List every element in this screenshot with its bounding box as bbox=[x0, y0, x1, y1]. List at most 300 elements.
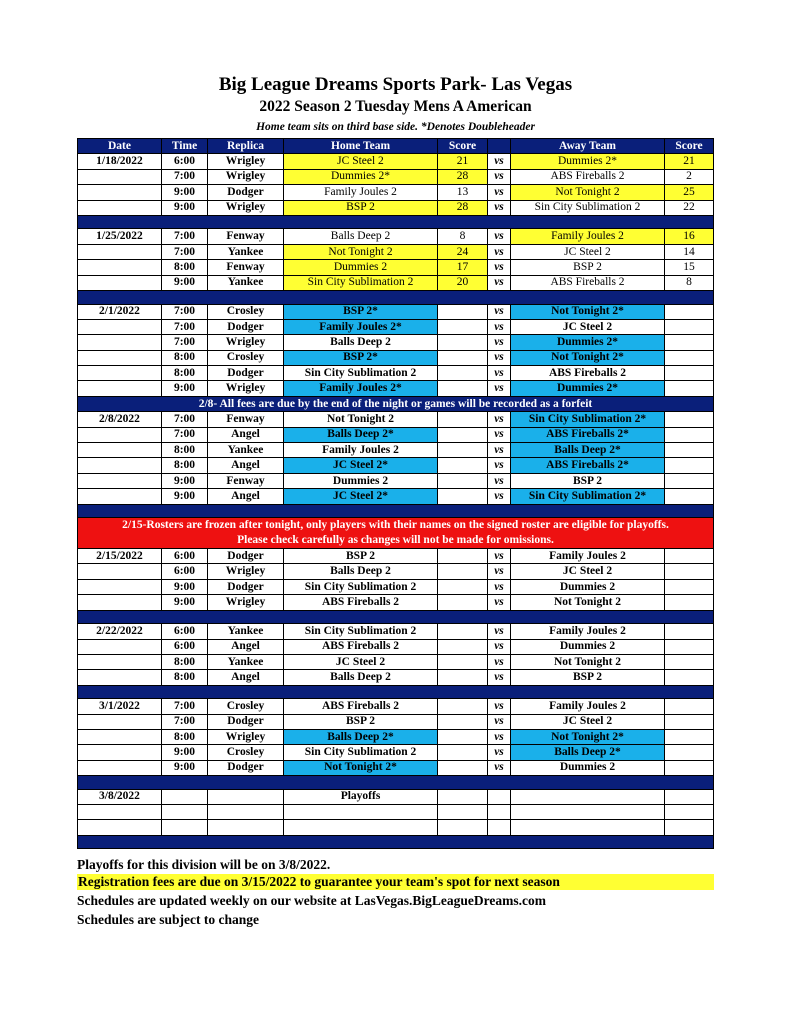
replica-cell: Yankee bbox=[208, 654, 284, 669]
replica-cell: Dodger bbox=[208, 319, 284, 334]
vs-cell: vs bbox=[488, 154, 511, 169]
column-header-replica: Replica bbox=[208, 139, 284, 154]
date-cell bbox=[78, 458, 162, 473]
date-cell: 2/8/2022 bbox=[78, 412, 162, 427]
time-cell: 9:00 bbox=[162, 473, 208, 488]
replica-cell bbox=[208, 805, 284, 820]
date-cell bbox=[78, 745, 162, 760]
date-cell bbox=[78, 473, 162, 488]
away-score-cell bbox=[665, 443, 714, 458]
date-cell bbox=[78, 443, 162, 458]
date-cell: 1/25/2022 bbox=[78, 229, 162, 244]
away-team-cell: Dummies 2 bbox=[511, 639, 665, 654]
date-cell bbox=[78, 654, 162, 669]
date-cell bbox=[78, 319, 162, 334]
home-team-cell: Family Joules 2* bbox=[284, 381, 438, 396]
time-cell: 9:00 bbox=[162, 579, 208, 594]
table-row bbox=[78, 624, 714, 639]
table-row bbox=[78, 412, 714, 427]
home-score-cell bbox=[438, 745, 488, 760]
home-team-cell: Sin City Sublimation 2 bbox=[284, 624, 438, 639]
table-row bbox=[78, 350, 714, 365]
vs-cell: vs bbox=[488, 335, 511, 350]
time-cell: 9:00 bbox=[162, 275, 208, 290]
replica-cell: Fenway bbox=[208, 229, 284, 244]
vs-cell: vs bbox=[488, 304, 511, 319]
away-team-cell: ABS Fireballs 2 bbox=[511, 366, 665, 381]
away-team-cell: Family Joules 2 bbox=[511, 549, 665, 564]
roster-notice-line-1: 2/15-Rosters are frozen after tonight, only players with their names on the signed roster are eligible for playoffs. bbox=[122, 519, 669, 532]
away-team-cell: Family Joules 2 bbox=[511, 229, 665, 244]
footer-registration-note: Registration fees are due on 3/15/2022 to guarantee your team's spot for next season bbox=[77, 874, 714, 890]
empty-row bbox=[78, 820, 714, 835]
date-cell bbox=[78, 244, 162, 259]
home-score-cell bbox=[438, 595, 488, 610]
away-team-cell bbox=[511, 789, 665, 804]
home-team-cell: BSP 2 bbox=[284, 549, 438, 564]
table-row bbox=[78, 169, 714, 184]
replica-cell: Angel bbox=[208, 639, 284, 654]
away-score-cell bbox=[665, 805, 714, 820]
away-score-cell bbox=[665, 427, 714, 442]
column-header-home-team: Home Team bbox=[284, 139, 438, 154]
separator-row bbox=[78, 610, 714, 624]
time-cell: 7:00 bbox=[162, 427, 208, 442]
column-header-home-score: Score bbox=[438, 139, 488, 154]
date-cell bbox=[78, 820, 162, 835]
away-team-cell: JC Steel 2 bbox=[511, 244, 665, 259]
time-cell: 6:00 bbox=[162, 564, 208, 579]
column-header-away-score: Score bbox=[665, 139, 714, 154]
date-cell: 1/18/2022 bbox=[78, 154, 162, 169]
column-header-date: Date bbox=[78, 139, 162, 154]
home-score-cell bbox=[438, 670, 488, 685]
time-cell: 9:00 bbox=[162, 760, 208, 775]
home-score-cell bbox=[438, 335, 488, 350]
date-cell: 2/1/2022 bbox=[78, 304, 162, 319]
time-cell: 7:00 bbox=[162, 169, 208, 184]
vs-cell: vs bbox=[488, 366, 511, 381]
vs-cell: vs bbox=[488, 458, 511, 473]
date-cell bbox=[78, 185, 162, 200]
table-row bbox=[78, 443, 714, 458]
away-team-cell: ABS Fireballs 2 bbox=[511, 169, 665, 184]
replica-cell: Crosley bbox=[208, 745, 284, 760]
vs-cell bbox=[488, 820, 511, 835]
home-score-cell: 28 bbox=[438, 169, 488, 184]
table-row bbox=[78, 699, 714, 714]
time-cell: 6:00 bbox=[162, 154, 208, 169]
away-score-cell bbox=[665, 730, 714, 745]
away-score-cell bbox=[665, 699, 714, 714]
home-team-cell: ABS Fireballs 2 bbox=[284, 595, 438, 610]
home-score-cell bbox=[438, 366, 488, 381]
away-score-cell bbox=[665, 458, 714, 473]
playoffs-label: Playoffs bbox=[284, 789, 438, 804]
home-score-cell bbox=[438, 820, 488, 835]
time-cell: 9:00 bbox=[162, 745, 208, 760]
table-row bbox=[78, 458, 714, 473]
vs-cell: vs bbox=[488, 169, 511, 184]
vs-cell: vs bbox=[488, 639, 511, 654]
separator-cell bbox=[78, 215, 714, 229]
away-score-cell: 15 bbox=[665, 260, 714, 275]
home-score-cell: 8 bbox=[438, 229, 488, 244]
table-row bbox=[78, 185, 714, 200]
replica-cell: Wrigley bbox=[208, 595, 284, 610]
column-header-away-team: Away Team bbox=[511, 139, 665, 154]
table-row bbox=[78, 489, 714, 504]
home-team-cell: JC Steel 2 bbox=[284, 654, 438, 669]
vs-cell: vs bbox=[488, 549, 511, 564]
vs-cell: vs bbox=[488, 595, 511, 610]
vs-cell: vs bbox=[488, 229, 511, 244]
replica-cell: Wrigley bbox=[208, 564, 284, 579]
time-cell: 8:00 bbox=[162, 654, 208, 669]
time-cell: 8:00 bbox=[162, 670, 208, 685]
separator-cell bbox=[78, 835, 714, 849]
table-row bbox=[78, 714, 714, 729]
away-team-cell: BSP 2 bbox=[511, 670, 665, 685]
home-score-cell bbox=[438, 730, 488, 745]
date-cell bbox=[78, 595, 162, 610]
vs-cell: vs bbox=[488, 412, 511, 427]
date-cell bbox=[78, 564, 162, 579]
replica-cell: Yankee bbox=[208, 624, 284, 639]
home-score-cell bbox=[438, 473, 488, 488]
home-score-cell bbox=[438, 319, 488, 334]
home-team-cell: Balls Deep 2* bbox=[284, 730, 438, 745]
home-score-cell: 13 bbox=[438, 185, 488, 200]
vs-cell: vs bbox=[488, 381, 511, 396]
home-team-cell bbox=[284, 805, 438, 820]
time-cell: 7:00 bbox=[162, 714, 208, 729]
separator-row bbox=[78, 504, 714, 518]
home-score-cell: 28 bbox=[438, 200, 488, 215]
away-score-cell: 8 bbox=[665, 275, 714, 290]
home-score-cell bbox=[438, 654, 488, 669]
home-team-cell bbox=[284, 820, 438, 835]
time-cell: 7:00 bbox=[162, 699, 208, 714]
home-score-cell bbox=[438, 564, 488, 579]
away-team-cell: BSP 2 bbox=[511, 260, 665, 275]
away-team-cell bbox=[511, 805, 665, 820]
date-cell bbox=[78, 639, 162, 654]
away-score-cell bbox=[665, 564, 714, 579]
away-score-cell: 2 bbox=[665, 169, 714, 184]
time-cell bbox=[162, 789, 208, 804]
away-score-cell bbox=[665, 670, 714, 685]
playoff-row bbox=[78, 789, 714, 804]
replica-cell bbox=[208, 789, 284, 804]
away-score-cell bbox=[665, 381, 714, 396]
home-team-cell: BSP 2 bbox=[284, 200, 438, 215]
table-row bbox=[78, 200, 714, 215]
home-team-cell: Family Joules 2* bbox=[284, 319, 438, 334]
away-score-cell bbox=[665, 549, 714, 564]
table-row bbox=[78, 304, 714, 319]
home-team-cell: Sin City Sublimation 2 bbox=[284, 745, 438, 760]
date-cell bbox=[78, 275, 162, 290]
home-score-cell bbox=[438, 789, 488, 804]
page-subtitle: 2022 Season 2 Tuesday Mens A American bbox=[259, 98, 532, 115]
date-cell bbox=[78, 381, 162, 396]
away-team-cell: Dummies 2* bbox=[511, 381, 665, 396]
fee-notice-row bbox=[78, 396, 714, 411]
table-row bbox=[78, 654, 714, 669]
replica-cell: Yankee bbox=[208, 244, 284, 259]
empty-row bbox=[78, 805, 714, 820]
time-cell bbox=[162, 820, 208, 835]
away-score-cell bbox=[665, 473, 714, 488]
home-team-cell: Balls Deep 2 bbox=[284, 229, 438, 244]
replica-cell: Yankee bbox=[208, 275, 284, 290]
away-team-cell: Not Tonight 2* bbox=[511, 350, 665, 365]
home-team-cell: Dummies 2 bbox=[284, 260, 438, 275]
home-score-cell bbox=[438, 805, 488, 820]
date-cell bbox=[78, 805, 162, 820]
vs-cell: vs bbox=[488, 427, 511, 442]
table-row bbox=[78, 639, 714, 654]
away-score-cell bbox=[665, 714, 714, 729]
date-cell: 3/1/2022 bbox=[78, 699, 162, 714]
replica-cell: Angel bbox=[208, 489, 284, 504]
date-cell bbox=[78, 169, 162, 184]
away-score-cell bbox=[665, 335, 714, 350]
date-cell bbox=[78, 200, 162, 215]
time-cell: 9:00 bbox=[162, 381, 208, 396]
replica-cell: Wrigley bbox=[208, 730, 284, 745]
replica-cell: Dodger bbox=[208, 760, 284, 775]
replica-cell: Dodger bbox=[208, 579, 284, 594]
time-cell: 7:00 bbox=[162, 244, 208, 259]
separator-row bbox=[78, 776, 714, 790]
time-cell: 7:00 bbox=[162, 412, 208, 427]
time-cell: 9:00 bbox=[162, 200, 208, 215]
separator-row bbox=[78, 215, 714, 229]
away-team-cell: Dummies 2* bbox=[511, 154, 665, 169]
replica-cell: Dodger bbox=[208, 185, 284, 200]
date-cell bbox=[78, 350, 162, 365]
home-score-cell bbox=[438, 639, 488, 654]
home-team-cell: Dummies 2* bbox=[284, 169, 438, 184]
home-score-cell bbox=[438, 443, 488, 458]
roster-notice-row bbox=[78, 518, 714, 549]
vs-cell: vs bbox=[488, 473, 511, 488]
home-team-cell: Sin City Sublimation 2 bbox=[284, 366, 438, 381]
table-row bbox=[78, 595, 714, 610]
table-row bbox=[78, 564, 714, 579]
table-row bbox=[78, 154, 714, 169]
replica-cell: Dodger bbox=[208, 549, 284, 564]
replica-cell: Wrigley bbox=[208, 169, 284, 184]
table-row bbox=[78, 381, 714, 396]
home-score-cell bbox=[438, 549, 488, 564]
table-row bbox=[78, 670, 714, 685]
vs-cell: vs bbox=[488, 714, 511, 729]
home-team-cell: Not Tonight 2* bbox=[284, 760, 438, 775]
home-score-cell bbox=[438, 412, 488, 427]
replica-cell: Fenway bbox=[208, 412, 284, 427]
home-score-cell bbox=[438, 714, 488, 729]
home-team-cell: Balls Deep 2 bbox=[284, 564, 438, 579]
separator-cell bbox=[78, 685, 714, 699]
vs-cell bbox=[488, 789, 511, 804]
away-team-cell: ABS Fireballs 2 bbox=[511, 275, 665, 290]
date-cell bbox=[78, 670, 162, 685]
home-team-cell: Not Tonight 2 bbox=[284, 244, 438, 259]
home-score-cell bbox=[438, 760, 488, 775]
time-cell: 6:00 bbox=[162, 624, 208, 639]
replica-cell: Crosley bbox=[208, 304, 284, 319]
time-cell: 6:00 bbox=[162, 549, 208, 564]
home-team-cell: BSP 2* bbox=[284, 304, 438, 319]
vs-cell: vs bbox=[488, 275, 511, 290]
home-team-cell: Balls Deep 2 bbox=[284, 335, 438, 350]
vs-cell: vs bbox=[488, 260, 511, 275]
time-cell: 7:00 bbox=[162, 229, 208, 244]
home-team-cell: BSP 2* bbox=[284, 350, 438, 365]
vs-cell: vs bbox=[488, 670, 511, 685]
separator-cell bbox=[78, 776, 714, 790]
table-row bbox=[78, 473, 714, 488]
away-score-cell bbox=[665, 579, 714, 594]
replica-cell: Wrigley bbox=[208, 200, 284, 215]
home-team-cell: BSP 2 bbox=[284, 714, 438, 729]
home-team-cell: Sin City Sublimation 2 bbox=[284, 579, 438, 594]
table-row bbox=[78, 730, 714, 745]
away-team-cell: Not Tonight 2* bbox=[511, 730, 665, 745]
away-team-cell: Balls Deep 2* bbox=[511, 745, 665, 760]
time-cell: 9:00 bbox=[162, 595, 208, 610]
separator-cell bbox=[78, 610, 714, 624]
home-score-cell: 20 bbox=[438, 275, 488, 290]
table-row bbox=[78, 760, 714, 775]
vs-cell: vs bbox=[488, 745, 511, 760]
home-score-cell bbox=[438, 489, 488, 504]
away-team-cell: Dummies 2 bbox=[511, 579, 665, 594]
date-cell: 2/15/2022 bbox=[78, 549, 162, 564]
table-row bbox=[78, 229, 714, 244]
date-cell bbox=[78, 714, 162, 729]
page-title: Big League Dreams Sports Park- Las Vegas bbox=[218, 74, 573, 95]
away-team-cell: ABS Fireballs 2* bbox=[511, 458, 665, 473]
replica-cell: Wrigley bbox=[208, 335, 284, 350]
replica-cell: Angel bbox=[208, 670, 284, 685]
table-row bbox=[78, 275, 714, 290]
replica-cell: Fenway bbox=[208, 473, 284, 488]
away-team-cell: Not Tonight 2 bbox=[511, 654, 665, 669]
home-team-cell: JC Steel 2* bbox=[284, 489, 438, 504]
away-score-cell bbox=[665, 639, 714, 654]
away-team-cell: Balls Deep 2* bbox=[511, 443, 665, 458]
time-cell: 8:00 bbox=[162, 260, 208, 275]
schedule-note: Home team sits on third base side. *Denotes Doubleheader bbox=[256, 121, 535, 133]
table-row bbox=[78, 244, 714, 259]
away-team-cell: Family Joules 2 bbox=[511, 699, 665, 714]
footer-playoffs-note: Playoffs for this division will be on 3/8/2022. bbox=[77, 857, 331, 872]
table-row bbox=[78, 366, 714, 381]
replica-cell: Angel bbox=[208, 427, 284, 442]
vs-cell bbox=[488, 805, 511, 820]
fee-notice: 2/8- All fees are due by the end of the night or games will be recorded as a forfeit bbox=[78, 396, 714, 411]
time-cell: 7:00 bbox=[162, 319, 208, 334]
table-row bbox=[78, 549, 714, 564]
replica-cell: Fenway bbox=[208, 260, 284, 275]
separator-row bbox=[78, 291, 714, 305]
separator-row bbox=[78, 835, 714, 849]
away-score-cell: 22 bbox=[665, 200, 714, 215]
away-team-cell: Sin City Sublimation 2* bbox=[511, 412, 665, 427]
away-score-cell: 21 bbox=[665, 154, 714, 169]
away-team-cell: Not Tonight 2 bbox=[511, 595, 665, 610]
home-score-cell bbox=[438, 381, 488, 396]
table-row bbox=[78, 319, 714, 334]
away-team-cell bbox=[511, 820, 665, 835]
table-row bbox=[78, 745, 714, 760]
replica-cell: Yankee bbox=[208, 443, 284, 458]
home-team-cell: ABS Fireballs 2 bbox=[284, 699, 438, 714]
away-team-cell: JC Steel 2 bbox=[511, 714, 665, 729]
home-team-cell: Dummies 2 bbox=[284, 473, 438, 488]
column-header-time: Time bbox=[162, 139, 208, 154]
table-row bbox=[78, 335, 714, 350]
home-score-cell bbox=[438, 579, 488, 594]
away-team-cell: Dummies 2 bbox=[511, 760, 665, 775]
roster-notice bbox=[78, 518, 714, 549]
home-score-cell bbox=[438, 624, 488, 639]
home-score-cell: 24 bbox=[438, 244, 488, 259]
vs-cell: vs bbox=[488, 350, 511, 365]
replica-cell: Wrigley bbox=[208, 154, 284, 169]
time-cell: 9:00 bbox=[162, 489, 208, 504]
away-score-cell bbox=[665, 595, 714, 610]
away-score-cell: 25 bbox=[665, 185, 714, 200]
away-score-cell bbox=[665, 745, 714, 760]
time-cell: 7:00 bbox=[162, 304, 208, 319]
date-cell: 2/22/2022 bbox=[78, 624, 162, 639]
away-score-cell bbox=[665, 820, 714, 835]
away-score-cell: 16 bbox=[665, 229, 714, 244]
vs-cell: vs bbox=[488, 564, 511, 579]
date-cell bbox=[78, 760, 162, 775]
away-score-cell bbox=[665, 654, 714, 669]
column-header-vs bbox=[488, 139, 511, 154]
time-cell bbox=[162, 805, 208, 820]
table-header-row bbox=[78, 139, 714, 154]
away-score-cell bbox=[665, 624, 714, 639]
away-team-cell: Sin City Sublimation 2 bbox=[511, 200, 665, 215]
home-team-cell: Family Joules 2 bbox=[284, 185, 438, 200]
vs-cell: vs bbox=[488, 244, 511, 259]
footer-change-note: Schedules are subject to change bbox=[77, 912, 259, 927]
time-cell: 6:00 bbox=[162, 639, 208, 654]
separator-cell bbox=[78, 291, 714, 305]
separator-row bbox=[78, 685, 714, 699]
away-team-cell: Sin City Sublimation 2* bbox=[511, 489, 665, 504]
table-row bbox=[78, 579, 714, 594]
replica-cell: Crosley bbox=[208, 350, 284, 365]
home-score-cell bbox=[438, 427, 488, 442]
home-team-cell: ABS Fireballs 2 bbox=[284, 639, 438, 654]
date-cell bbox=[78, 579, 162, 594]
away-team-cell: Not Tonight 2* bbox=[511, 304, 665, 319]
away-team-cell: BSP 2 bbox=[511, 473, 665, 488]
vs-cell: vs bbox=[488, 654, 511, 669]
replica-cell: Wrigley bbox=[208, 381, 284, 396]
away-team-cell: Dummies 2* bbox=[511, 335, 665, 350]
home-team-cell: Sin City Sublimation 2 bbox=[284, 275, 438, 290]
